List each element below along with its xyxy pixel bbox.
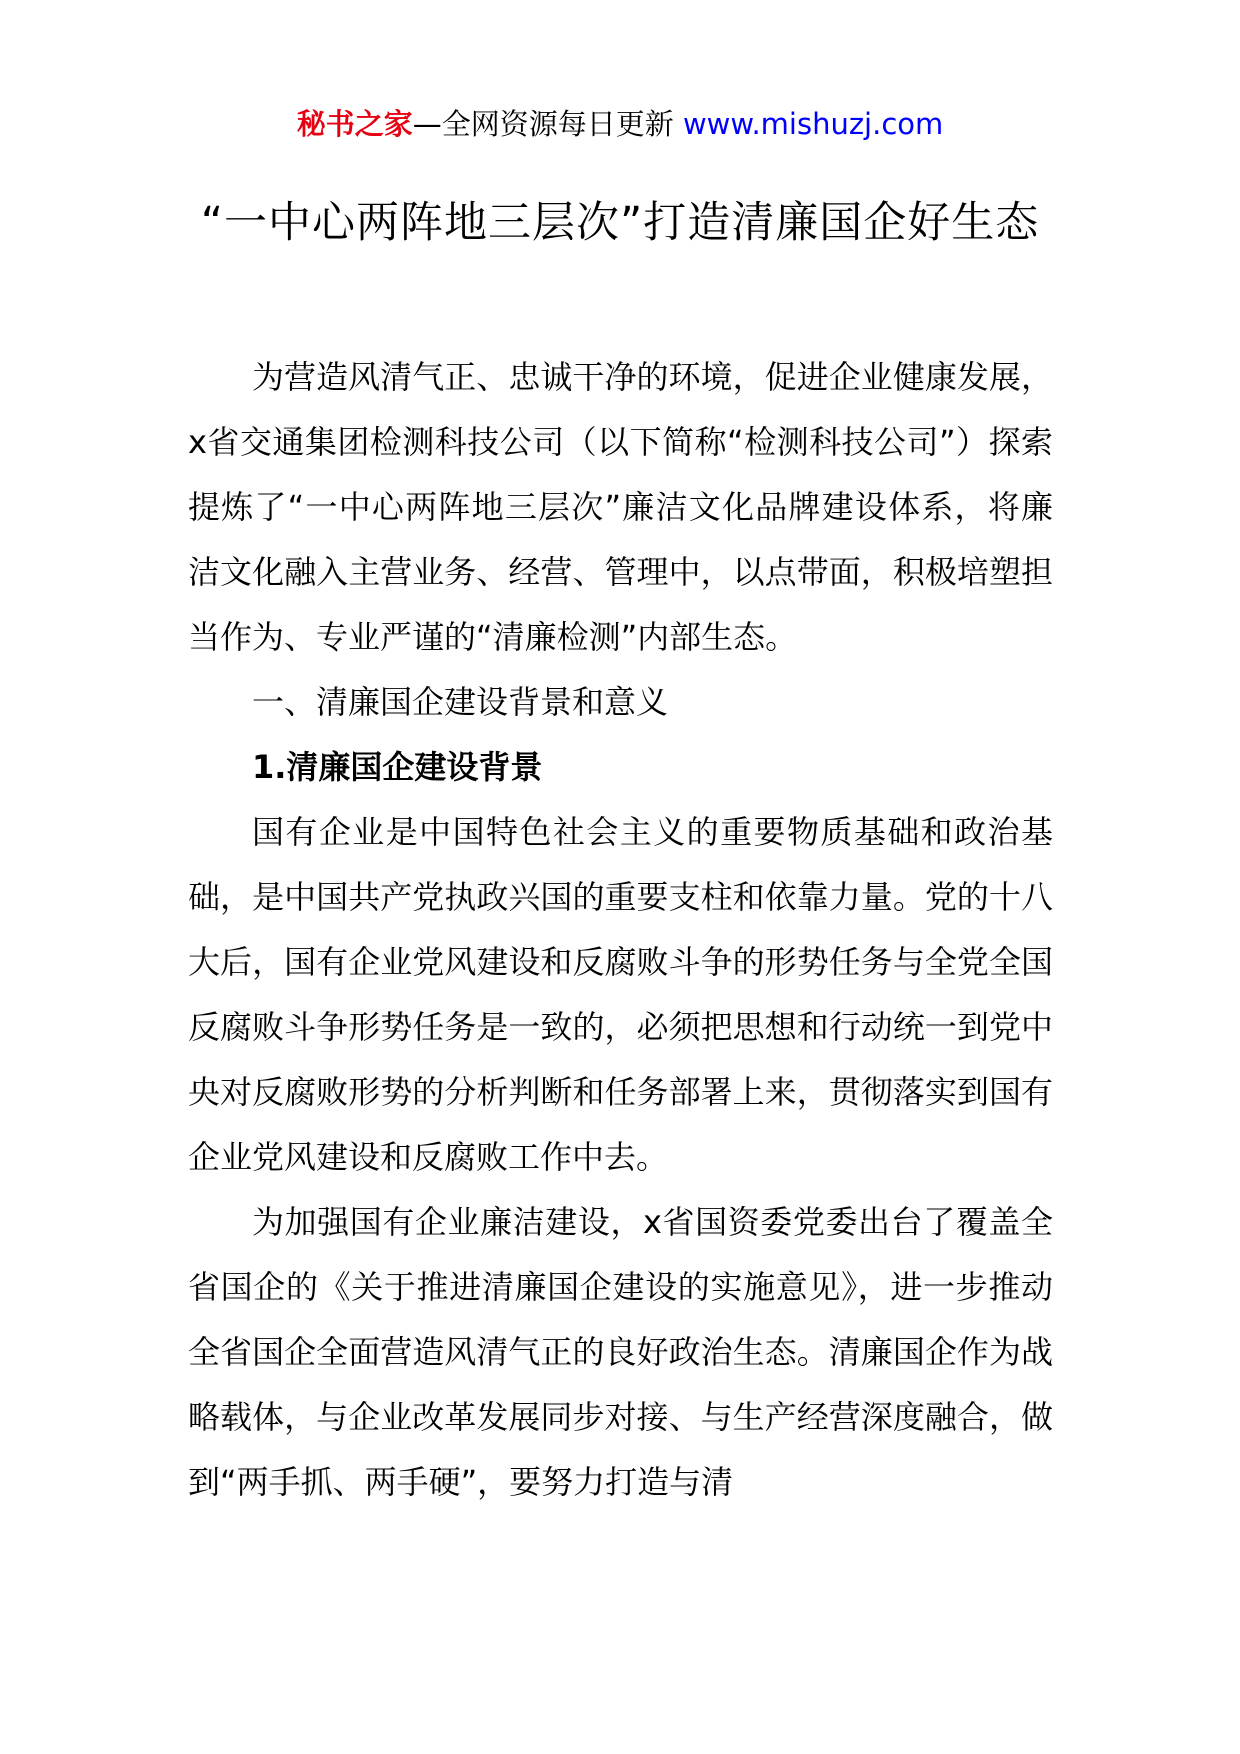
document-body xyxy=(188,345,1053,1515)
document-title: “一中心两阵地三层次”打造清廉国企好生态 xyxy=(200,198,1040,248)
brand-name: 秘书之家 xyxy=(296,107,413,141)
body-paragraph: 国有企业是中国特色社会主义的重要物质基础和政治基础，是中国共产党执政兴国的重要支柱和依靠力量。党的十八大后，国有企业党风建设和反腐败斗争的形势任务与全党全国反腐败斗争形势任务是一致的，必须把思想和行动统一到党中央对反腐败形势的分析判断和任务部署上来，贯彻落实到国有企业党风建设和反腐败工作中去。 xyxy=(188,813,1053,1176)
site-url[interactable]: www.mishuzj.com xyxy=(682,107,944,141)
header-slogan: —全网资源每日更新 xyxy=(412,107,683,141)
section-heading: 一、清廉国企建设背景和意义 xyxy=(252,683,669,721)
intro-paragraph: 为营造风清气正、忠诚干净的环境，促进企业健康发展，x省交通集团检测科技公司（以下简称“检测科技公司”）探索提炼了“一中心两阵地三层次”廉洁文化品牌建设体系，将廉洁文化融入主营业务、经营、管理中，以点带面，积极培塑担当作为、专业严谨的“清廉检测”内部生态。 xyxy=(188,358,1053,656)
body-paragraph: 为加强国有企业廉洁建设，x省国资委党委出台了覆盖全省国企的《关于推进清廉国企建设的实施意见》，进一步推动全省国企全面营造风清气正的良好政治生态。清廉国企作为战略载体，与企业改革发展同步对接、与生产经营深度融合，做到“两手抓、两手硬”，要努力打造与清 xyxy=(188,1203,1053,1501)
watermark-header xyxy=(0,100,1240,148)
subsection-heading: 1.清廉国企建设背景 xyxy=(252,748,543,786)
